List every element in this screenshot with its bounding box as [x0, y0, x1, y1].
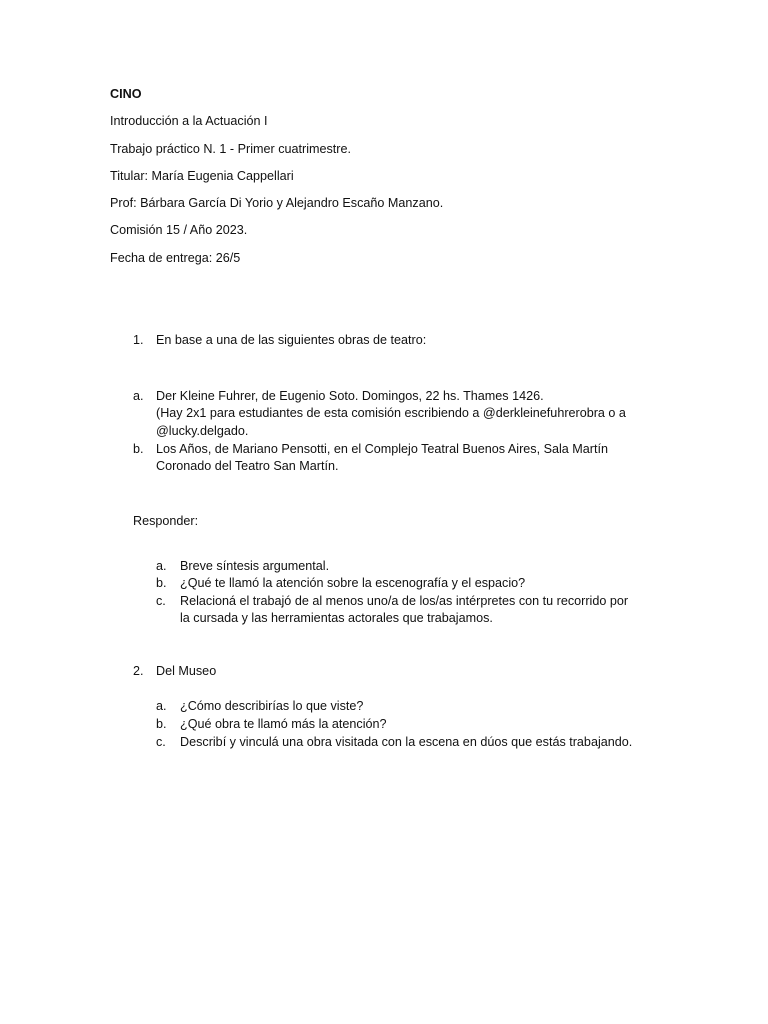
q1-item-c-label: c. — [156, 594, 166, 608]
q1-text: En base a una de las siguientes obras de teatro: — [156, 333, 427, 347]
course-title: Introducción a la Actuación I — [110, 114, 268, 128]
q1-item-c-line-1: Relacioná el trabajó de al menos uno/a de los/as intérpretes con tu recorrido por — [180, 594, 629, 608]
respond-label: Responder: — [133, 514, 199, 528]
q2-item-a-label: a. — [156, 699, 167, 713]
q1-item-a-label: a. — [156, 559, 167, 573]
q1-number: 1. — [133, 333, 144, 347]
q2-number: 2. — [133, 664, 144, 678]
play-a-line-1: Der Kleine Fuhrer, de Eugenio Soto. Domingos, 22 hs. Thames 1426. — [156, 389, 544, 403]
assignment-title: Trabajo práctico N. 1 - Primer cuatrimestre. — [110, 142, 351, 156]
play-a-label: a. — [133, 389, 144, 403]
play-b-line-2: Coronado del Teatro San Martín. — [156, 459, 339, 473]
commission: Comisión 15 / Año 2023. — [110, 223, 248, 237]
q2-text: Del Museo — [156, 664, 217, 678]
institution: CINO — [110, 87, 142, 101]
play-a-line-2: (Hay 2x1 para estudiantes de esta comisión escribiendo a @derkleinefuhrerobra o a — [156, 406, 626, 420]
play-b-line-1: Los Años, de Mariano Pensotti, en el Complejo Teatral Buenos Aires, Sala Martín — [156, 442, 608, 456]
q2-item-c-text: Describí y vinculá una obra visitada con la escena en dúos que estás trabajando. — [180, 735, 633, 749]
play-b-label: b. — [133, 442, 144, 456]
q1-item-b-label: b. — [156, 576, 167, 590]
play-a-line-3: @lucky.delgado. — [156, 424, 249, 438]
q2-item-b-text: ¿Qué obra te llamó más la atención? — [180, 717, 387, 731]
q1-item-c-line-2: la cursada y las herramientas actorales que trabajamos. — [180, 611, 493, 625]
q2-item-b-label: b. — [156, 717, 167, 731]
q2-item-c-label: c. — [156, 735, 166, 749]
titular: Titular: María Eugenia Cappellari — [110, 169, 294, 183]
professors: Prof: Bárbara García Di Yorio y Alejandro Escaño Manzano. — [110, 196, 444, 210]
due-date: Fecha de entrega: 26/5 — [110, 251, 241, 265]
q1-item-b-text: ¿Qué te llamó la atención sobre la escenografía y el espacio? — [180, 576, 526, 590]
q2-item-a-text: ¿Cómo describirías lo que viste? — [180, 699, 364, 713]
q1-item-a-text: Breve síntesis argumental. — [180, 559, 330, 573]
